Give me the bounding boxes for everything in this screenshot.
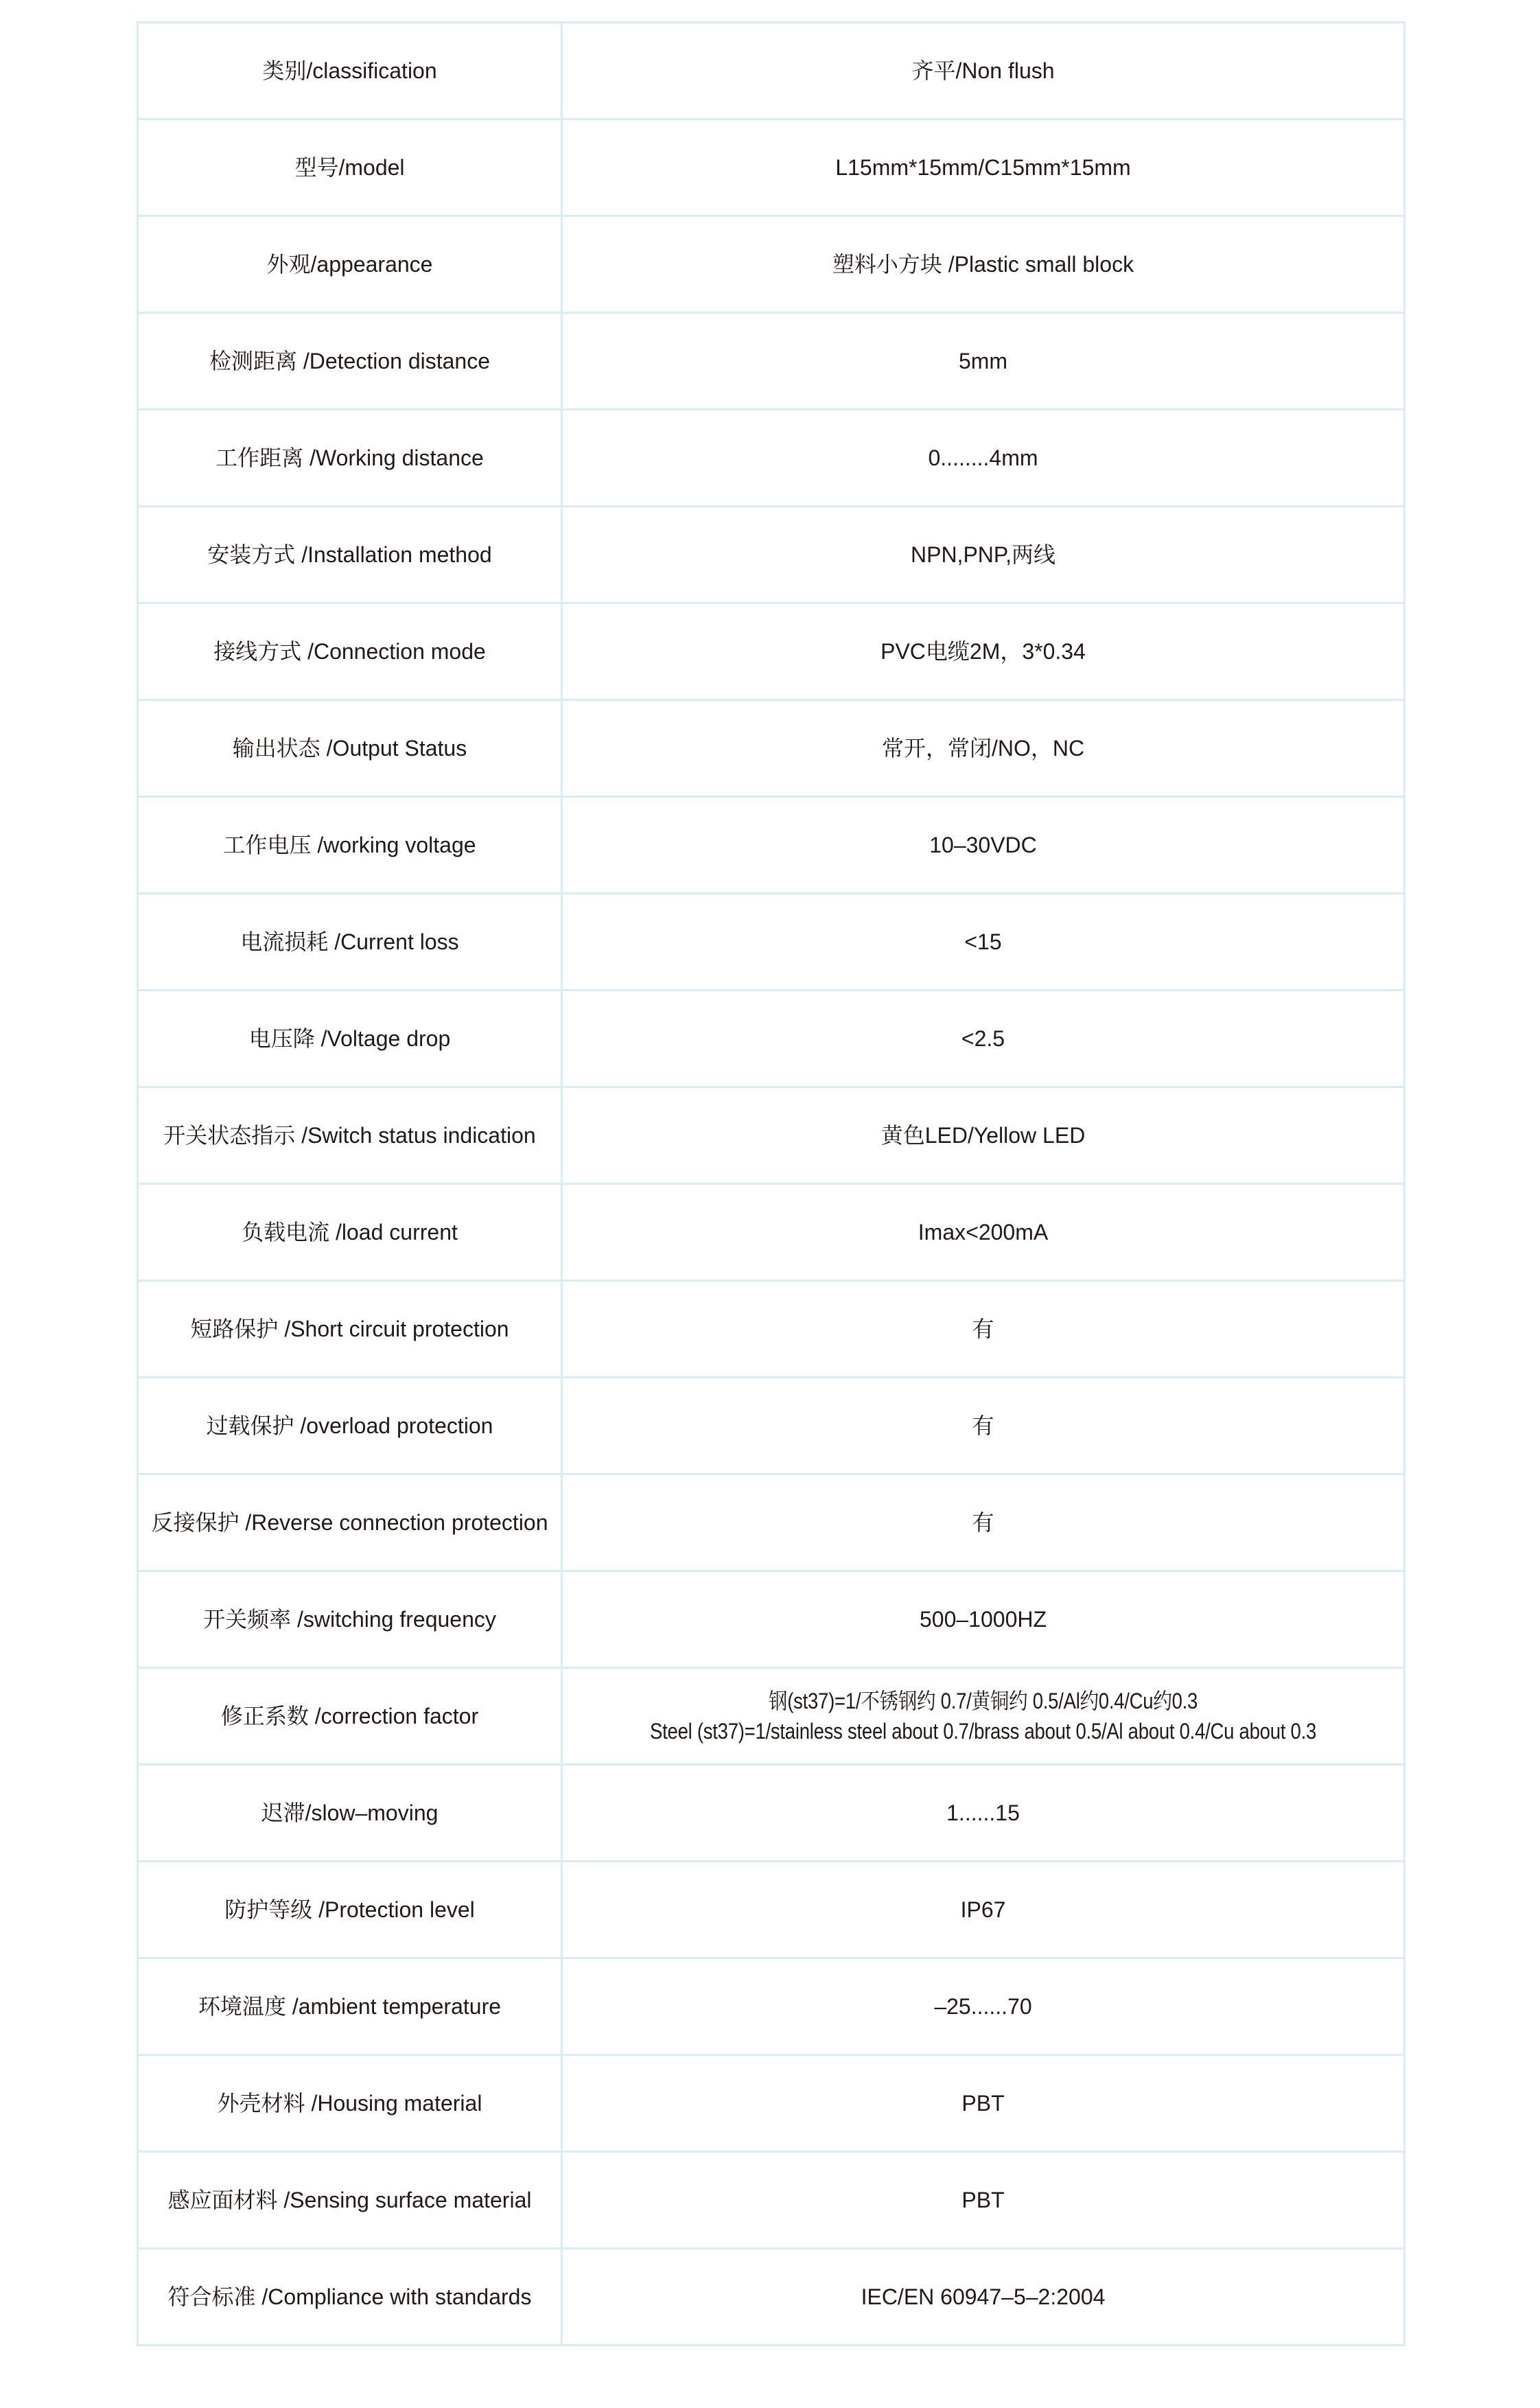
- label-text: 电流损耗 /Current loss: [240, 929, 459, 954]
- row-value: [562, 603, 1405, 700]
- label-text: 开关频率 /switching frequency: [203, 1607, 496, 1632]
- row-value: [562, 1474, 1405, 1571]
- table-row-overload-protection: [138, 1378, 1405, 1474]
- value-text: PBT: [961, 2188, 1005, 2212]
- table-row-correction-factor: [138, 1668, 1405, 1765]
- row-value: [562, 1087, 1405, 1184]
- table-row-detection-distance: [138, 313, 1405, 410]
- label-text: 型号/model: [294, 155, 405, 180]
- row-label: [138, 2152, 562, 2249]
- row-label: [138, 1184, 562, 1281]
- label-text: 外壳材料 /Housing material: [217, 2091, 482, 2116]
- table-row-working-distance: [138, 410, 1405, 507]
- value-text: 10–30VDC: [929, 833, 1037, 857]
- table-row-switching-frequency: [138, 1571, 1405, 1668]
- row-label: [138, 1378, 562, 1474]
- label-text: 输出状态 /Output Status: [232, 736, 467, 761]
- table-row-switch-status-indication: [138, 1087, 1405, 1184]
- table-row-output-status: [138, 700, 1405, 797]
- value-text-en: Steel (st37)=1/stainless steel about 0.7/brass about 0.5/Al about 0.4/Cu about 0.3: [650, 1719, 1316, 1744]
- value-text: 常开，常闭/NO，NC: [881, 736, 1085, 761]
- row-label: [138, 507, 562, 603]
- table-row-compliance-standards: [138, 2249, 1405, 2346]
- label-text: 电压降 /Voltage drop: [248, 1026, 451, 1051]
- label-text: 反接保护 /Reverse connection protection: [151, 1510, 548, 1535]
- value-text: 黄色LED/Yellow LED: [880, 1123, 1086, 1148]
- value-text: 500–1000HZ: [919, 1607, 1047, 1632]
- row-label: [138, 23, 562, 119]
- row-value: [562, 1184, 1405, 1281]
- label-text: 类别/classification: [262, 58, 437, 83]
- value-text: 5mm: [958, 349, 1008, 373]
- value-text: NPN,PNP,两线: [910, 542, 1056, 567]
- row-label: [138, 1958, 562, 2055]
- table-row-protection-level: [138, 1862, 1405, 1958]
- label-text: 环境温度 /ambient temperature: [198, 1994, 502, 2019]
- label-text: 安装方式 /Installation method: [207, 542, 492, 567]
- value-text: 齐平/Non flush: [911, 58, 1055, 83]
- label-text: 短路保护 /Short circuit protection: [190, 1317, 509, 1341]
- value-text: 0........4mm: [928, 445, 1038, 470]
- row-label: [138, 1281, 562, 1378]
- correction-factor-lines: [650, 1686, 1316, 1746]
- value-text: 有: [972, 1317, 994, 1341]
- label-text: 过载保护 /overload protection: [206, 1413, 493, 1438]
- label-text: 检测距离 /Detection distance: [209, 349, 491, 373]
- label-text: 工作电压 /working voltage: [223, 833, 476, 857]
- row-value: [562, 2055, 1405, 2152]
- table-row-load-current: [138, 1184, 1405, 1281]
- label-text: 接线方式 /Connection mode: [213, 639, 486, 664]
- row-label: [138, 313, 562, 410]
- row-label: [138, 1474, 562, 1571]
- row-value: [562, 991, 1405, 1087]
- label-text: 工作距离 /Working distance: [215, 445, 484, 470]
- value-text: 有: [972, 1510, 994, 1535]
- row-value: [562, 23, 1405, 119]
- row-label: [138, 216, 562, 313]
- row-label: [138, 119, 562, 216]
- label-text: 感应面材料 /Sensing surface material: [167, 2188, 532, 2212]
- value-text: 塑料小方块 /Plastic small block: [832, 252, 1134, 277]
- value-text-cn: 钢(st37)=1/不锈钢约 0.7/黄铜约 0.5/Al约0.4/Cu约0.3: [768, 1689, 1198, 1713]
- table-row-model: [138, 119, 1405, 216]
- row-value: [562, 1765, 1405, 1862]
- table-row-sensing-surface-material: [138, 2152, 1405, 2249]
- row-value: [562, 119, 1405, 216]
- row-label: [138, 1668, 562, 1765]
- row-value: [562, 1571, 1405, 1668]
- value-text: <15: [964, 929, 1002, 954]
- row-label: [138, 410, 562, 507]
- table-row-current-loss: [138, 894, 1405, 991]
- row-label: [138, 1087, 562, 1184]
- value-text: Imax<200mA: [918, 1220, 1049, 1244]
- value-text: –25......70: [934, 1994, 1032, 2019]
- row-value: [562, 1668, 1405, 1765]
- table-row-short-circuit-protection: [138, 1281, 1405, 1378]
- row-value: [562, 1281, 1405, 1378]
- value-text: 有: [972, 1413, 994, 1438]
- label-text: 防护等级 /Protection level: [224, 1897, 475, 1922]
- row-label: [138, 797, 562, 894]
- label-text: 外观/appearance: [266, 252, 433, 277]
- row-value: [562, 1862, 1405, 1958]
- table-row-classification: [138, 23, 1405, 119]
- table-row-reverse-connection-protection: [138, 1474, 1405, 1571]
- table-row-working-voltage: [138, 797, 1405, 894]
- label-text: 符合标准 /Compliance with standards: [167, 2284, 532, 2309]
- table-row-voltage-drop: [138, 991, 1405, 1087]
- row-label: [138, 1571, 562, 1668]
- value-text: IP67: [960, 1897, 1006, 1922]
- value-text: <2.5: [961, 1026, 1005, 1051]
- row-value: [562, 313, 1405, 410]
- row-label: [138, 700, 562, 797]
- label-text: 迟滞/slow–moving: [261, 1801, 439, 1825]
- row-value: [562, 894, 1405, 991]
- row-label: [138, 1765, 562, 1862]
- row-value: [562, 1378, 1405, 1474]
- table-row-connection-mode: [138, 603, 1405, 700]
- table-row-ambient-temperature: [138, 1958, 1405, 2055]
- value-text: L15mm*15mm/C15mm*15mm: [835, 155, 1131, 180]
- row-label: [138, 603, 562, 700]
- row-label: [138, 2055, 562, 2152]
- row-value: [562, 2249, 1405, 2346]
- row-label: [138, 1862, 562, 1958]
- label-text: 开关状态指示 /Switch status indication: [163, 1123, 536, 1148]
- value-text: PBT: [961, 2091, 1005, 2116]
- row-value: [562, 507, 1405, 603]
- table-row-appearance: [138, 216, 1405, 313]
- label-text: 负载电流 /load current: [242, 1220, 458, 1244]
- value-text: PVC电缆2M，3*0.34: [880, 639, 1086, 664]
- row-value: [562, 410, 1405, 507]
- row-value: [562, 216, 1405, 313]
- table-row-housing-material: [138, 2055, 1405, 2152]
- row-value: [562, 797, 1405, 894]
- row-label: [138, 991, 562, 1087]
- row-label: [138, 894, 562, 991]
- row-value: [562, 700, 1405, 797]
- row-label: [138, 2249, 562, 2346]
- value-text: 1......15: [946, 1801, 1020, 1825]
- value-text: IEC/EN 60947–5–2:2004: [861, 2284, 1106, 2309]
- table-row-installation-method: [138, 507, 1405, 603]
- label-text: 修正系数 /correction factor: [220, 1704, 479, 1728]
- row-value: [562, 1958, 1405, 2055]
- table-row-hysteresis: [138, 1765, 1405, 1862]
- row-value: [562, 2152, 1405, 2249]
- spec-table: [137, 21, 1405, 2346]
